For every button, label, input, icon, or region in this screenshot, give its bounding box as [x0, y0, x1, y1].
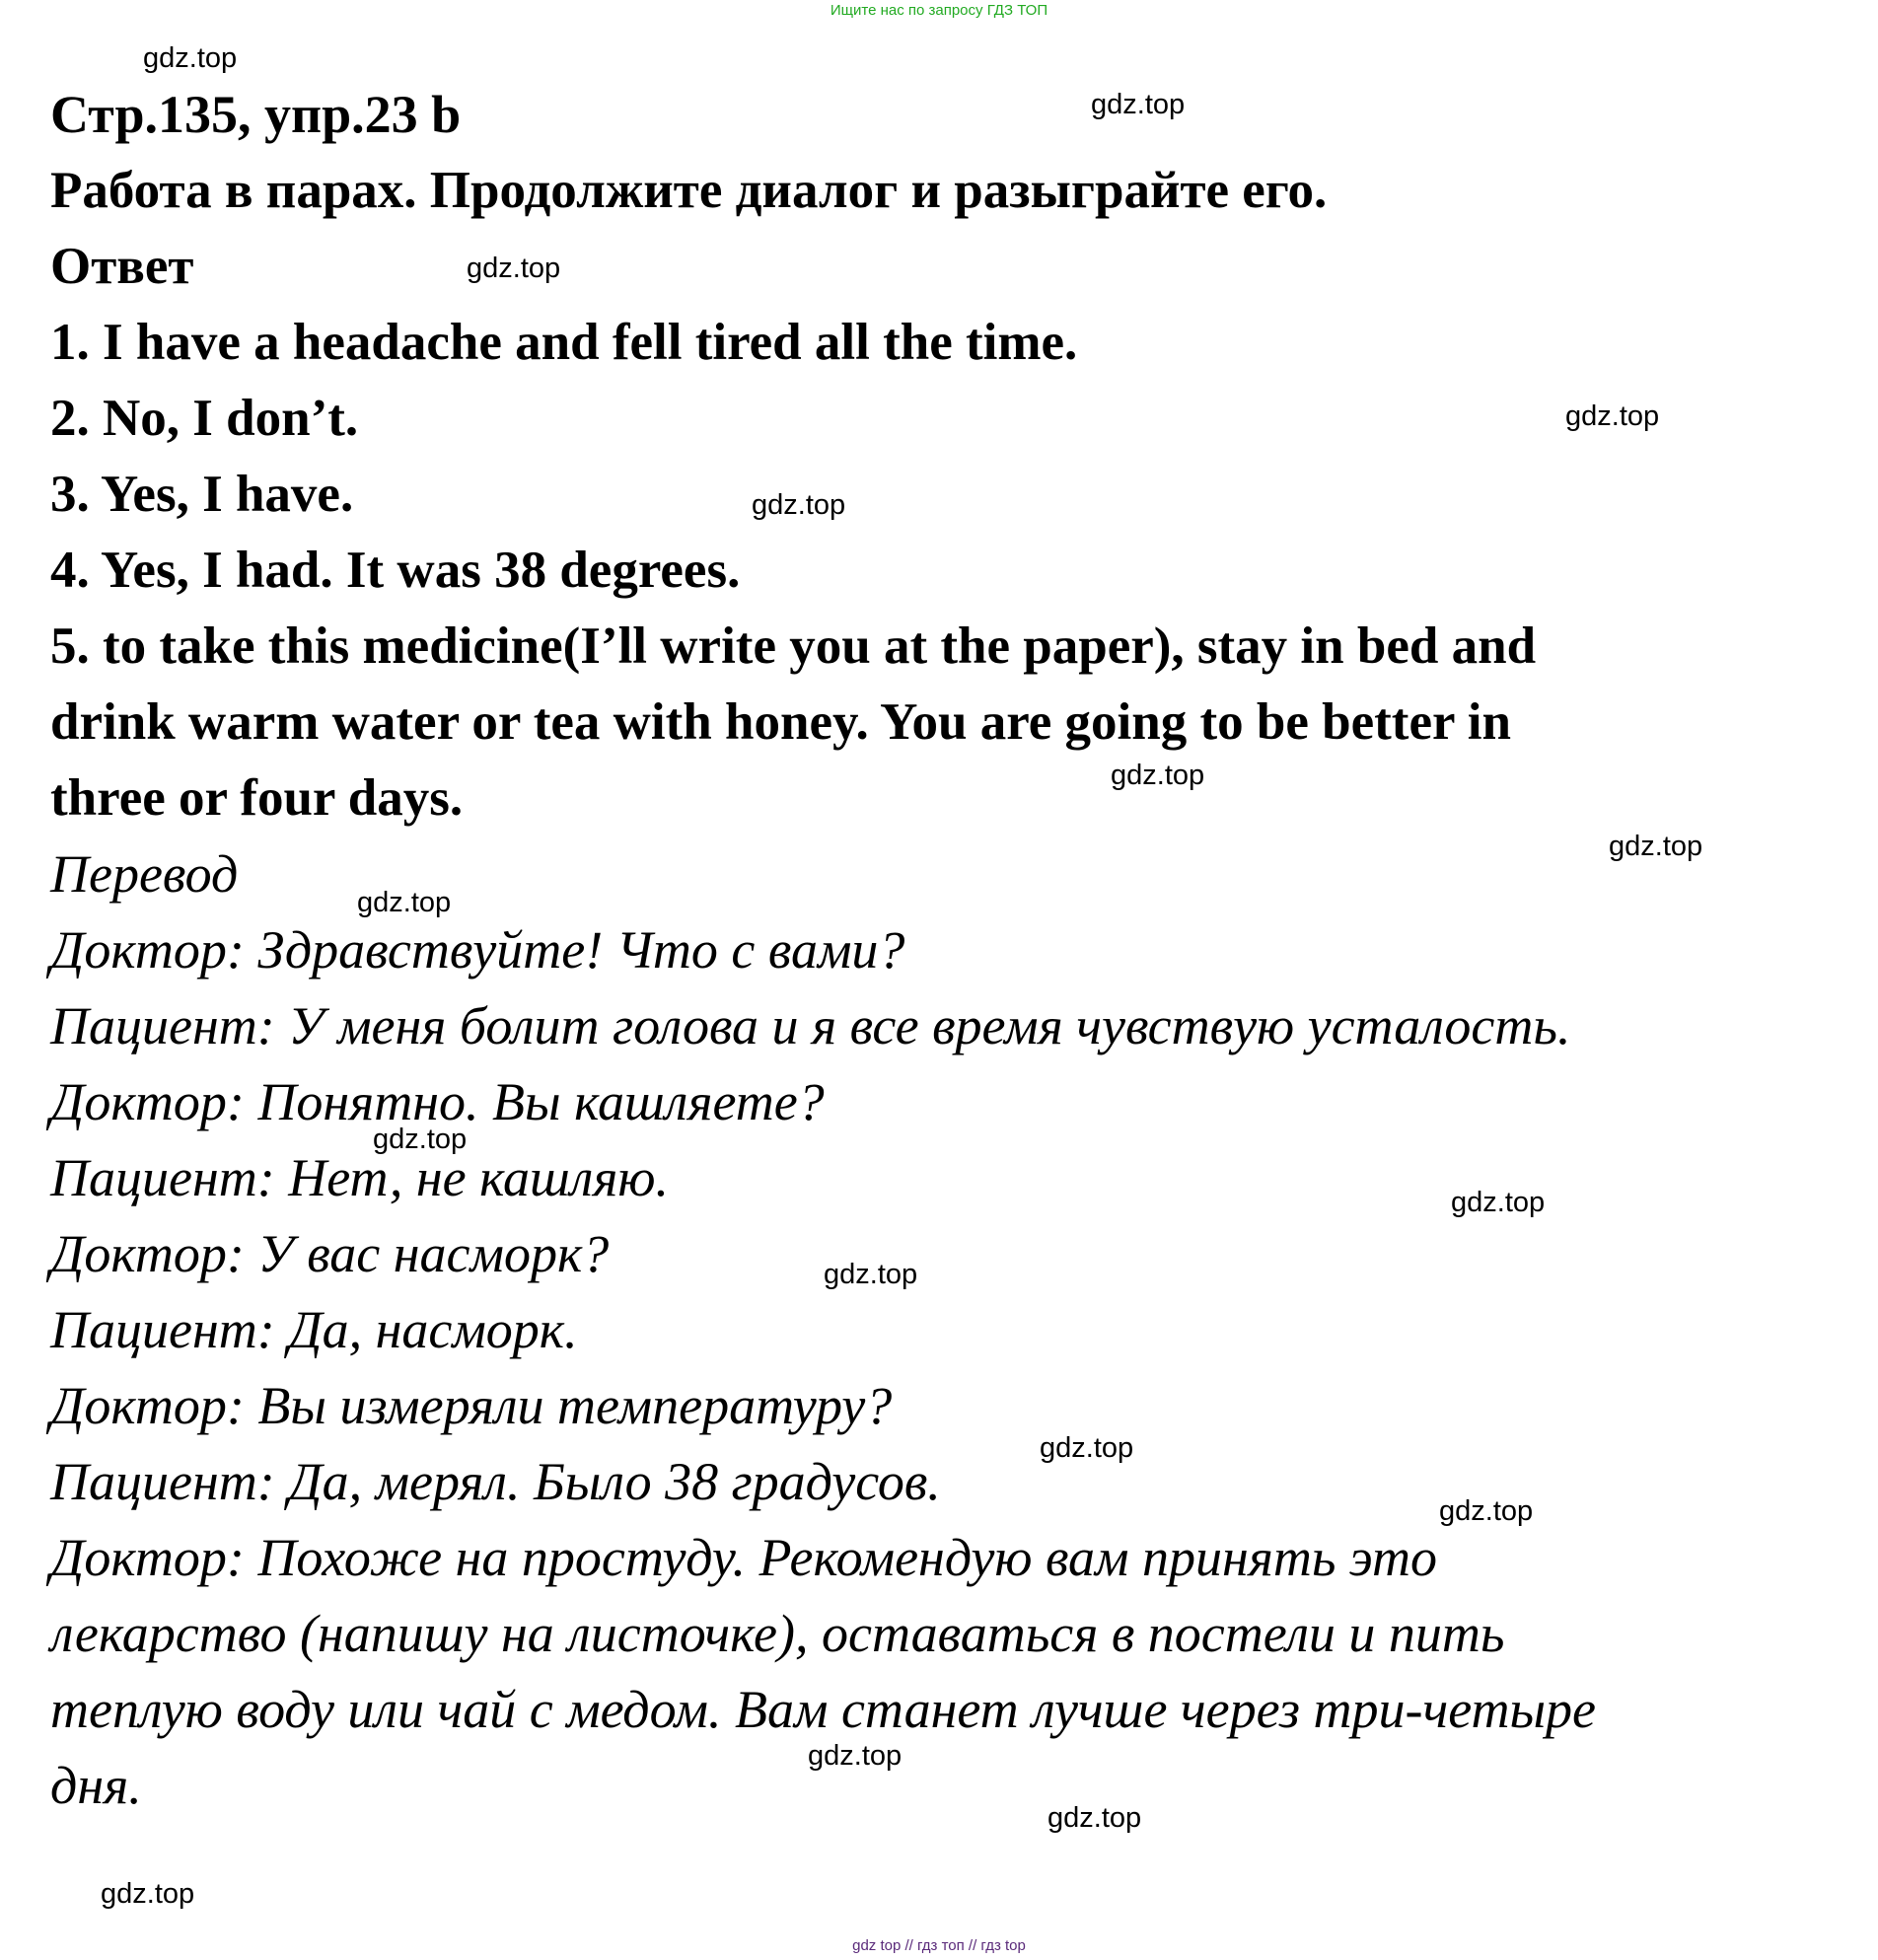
top-banner: Ищите нас по запросу ГДЗ ТОП	[830, 2, 1048, 19]
watermark: gdz.top	[1111, 760, 1205, 791]
translation-line: Пациент: Да, мерял. Было 38 градусов.	[50, 1452, 941, 1511]
footer-text: gdz top // гдз топ // гдз top	[852, 1937, 1026, 1954]
answer-line: 5. to take this medicine(I’ll write you at the paper), stay in bed and	[50, 617, 1537, 675]
translation-line: Доктор: Похоже на простуду. Рекомендую вам принять это	[50, 1528, 1438, 1587]
translation-line: Доктор: Вы измеряли температуру?	[50, 1376, 893, 1435]
answer-line: drink warm water or tea with honey. You are going to be better in	[50, 693, 1511, 751]
watermark: gdz.top	[1047, 1802, 1142, 1834]
answer-line: 4. Yes, I had. It was 38 degrees.	[50, 542, 741, 599]
translation-line: Доктор: Здравствуйте! Что с вами?	[50, 920, 905, 980]
watermark: gdz.top	[1091, 89, 1186, 120]
document-body	[50, 77, 1786, 1824]
page-title: Стр.135, упр.23 b	[50, 85, 462, 144]
translation-line: теплую воду или чай с медом. Вам станет лучше через три-четыре	[50, 1680, 1597, 1739]
translation-line: лекарство (напишу на листочке), оставаться в постели и пить	[50, 1604, 1505, 1663]
watermark: gdz.top	[1439, 1495, 1534, 1527]
translation-line: Доктор: Понятно. Вы кашляете?	[50, 1072, 825, 1131]
watermark: gdz.top	[824, 1259, 918, 1290]
watermark: gdz.top	[808, 1740, 903, 1772]
translation-line: Пациент: Нет, не кашляю.	[50, 1148, 669, 1207]
watermark: gdz.top	[752, 489, 846, 521]
task-description: Работа в парах. Продолжите диалог и разыграйте его.	[50, 162, 1328, 219]
translation-heading: Перевод	[50, 844, 239, 904]
translation-line: Пациент: Да, насморк.	[50, 1300, 578, 1359]
watermark: gdz.top	[467, 253, 561, 284]
translation-line: Пациент: У меня болит голова и я все время чувствую усталость.	[50, 996, 1571, 1055]
watermark: gdz.top	[357, 887, 452, 918]
answer-line: 2. No, I don’t.	[50, 390, 359, 447]
watermark: gdz.top	[101, 1878, 195, 1910]
answer-line: three or four days.	[50, 769, 464, 827]
translation-line: дня.	[50, 1756, 142, 1815]
watermark: gdz.top	[1040, 1432, 1134, 1464]
watermark: gdz.top	[143, 42, 238, 74]
watermark: gdz.top	[1565, 400, 1660, 432]
watermark: gdz.top	[1609, 831, 1703, 862]
watermark: gdz.top	[373, 1124, 468, 1155]
answer-heading: Ответ	[50, 238, 194, 295]
answer-line: 1. I have a headache and fell tired all the time.	[50, 314, 1078, 371]
answer-line: 3. Yes, I have.	[50, 466, 354, 523]
translation-line: Доктор: У вас насморк?	[50, 1224, 610, 1283]
watermark: gdz.top	[1451, 1187, 1546, 1218]
